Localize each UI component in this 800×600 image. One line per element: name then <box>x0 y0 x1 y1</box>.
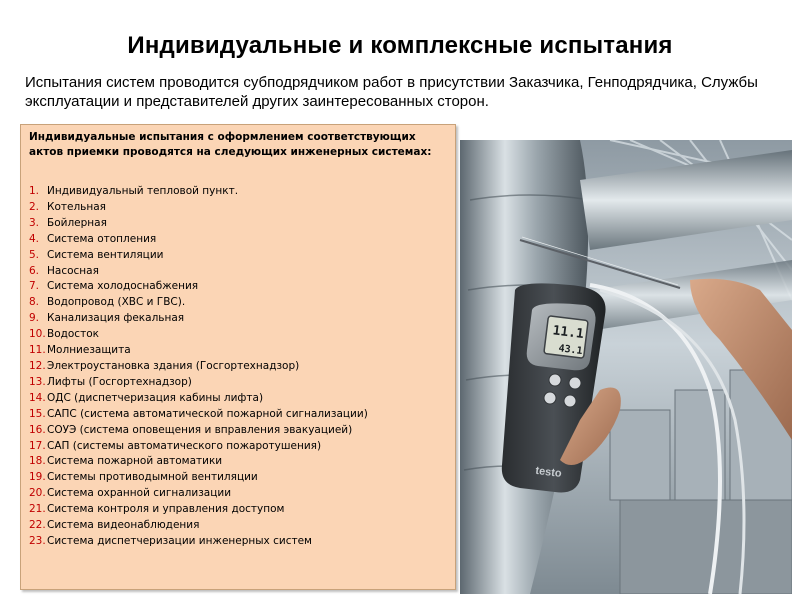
list-item: 17.САП (системы автоматического пожаротушения) <box>29 439 322 452</box>
list-item: 22.Система видеонаблюдения <box>29 519 200 532</box>
list-item: 7. Система холодоснабжения <box>29 280 199 293</box>
systems-list <box>29 184 368 550</box>
display-reading-bottom: 43.1 <box>557 343 584 358</box>
slide-title: Индивидуальные и комплексные испытания <box>127 32 673 59</box>
list-item: 4. Система отопления <box>29 232 157 245</box>
list-item: 10.Водосток <box>29 328 99 341</box>
list-item: 1. Индивидуальный тепловой пункт. <box>29 185 239 197</box>
systems-list-box <box>20 124 456 590</box>
list-item: 13.Лифты (Госгортехнадзор) <box>29 375 192 388</box>
list-item: 19.Системы противодымной вентиляции <box>29 471 258 484</box>
list-item: 8. Водопровод (ХВС и ГВС). <box>29 296 186 309</box>
list-item: 23.Система диспетчеризации инженерных систем <box>29 534 312 547</box>
list-intro: Индивидуальные испытания с оформлением соответствующих актов приемки проводятся на следующих инженерных системах: <box>29 131 432 158</box>
slide-subtitle: Испытания систем проводится субподрядчиком работ в присутствии Заказчика, Генподрядчика, Службы эксплуатации и представителей других заинтересованных сторон. <box>25 74 758 110</box>
list-item: 18.Система пожарной автоматики <box>29 455 223 468</box>
list-item: 9. Канализация фекальная <box>29 312 185 325</box>
list-item: 5. Система вентиляции <box>29 248 164 261</box>
list-item: 2. Котельная <box>29 200 106 213</box>
list-item: 3. Бойлерная <box>29 216 107 229</box>
list-item: 6. Насосная <box>29 264 99 277</box>
list-item: 11.Молниезащита <box>29 344 131 357</box>
list-item: 21.Система контроля и управления доступом <box>29 503 285 516</box>
list-item: 12.Электроустановка здания (Госгортехнадзор) <box>29 359 300 372</box>
list-item: 14.ОДС (диспетчеризация кабины лифта) <box>29 391 264 404</box>
list-item: 16.СОУЭ (система оповещения и вправления эвакуацией) <box>29 423 353 436</box>
measurement-photo <box>460 140 792 594</box>
list-item: 20.Система охранной сигнализации <box>29 487 232 500</box>
display-reading-top: 11.1 <box>551 323 585 343</box>
device-brand: testo <box>534 464 563 480</box>
list-item: 15.САПС (система автоматической пожарной сигнализации) <box>29 407 368 420</box>
